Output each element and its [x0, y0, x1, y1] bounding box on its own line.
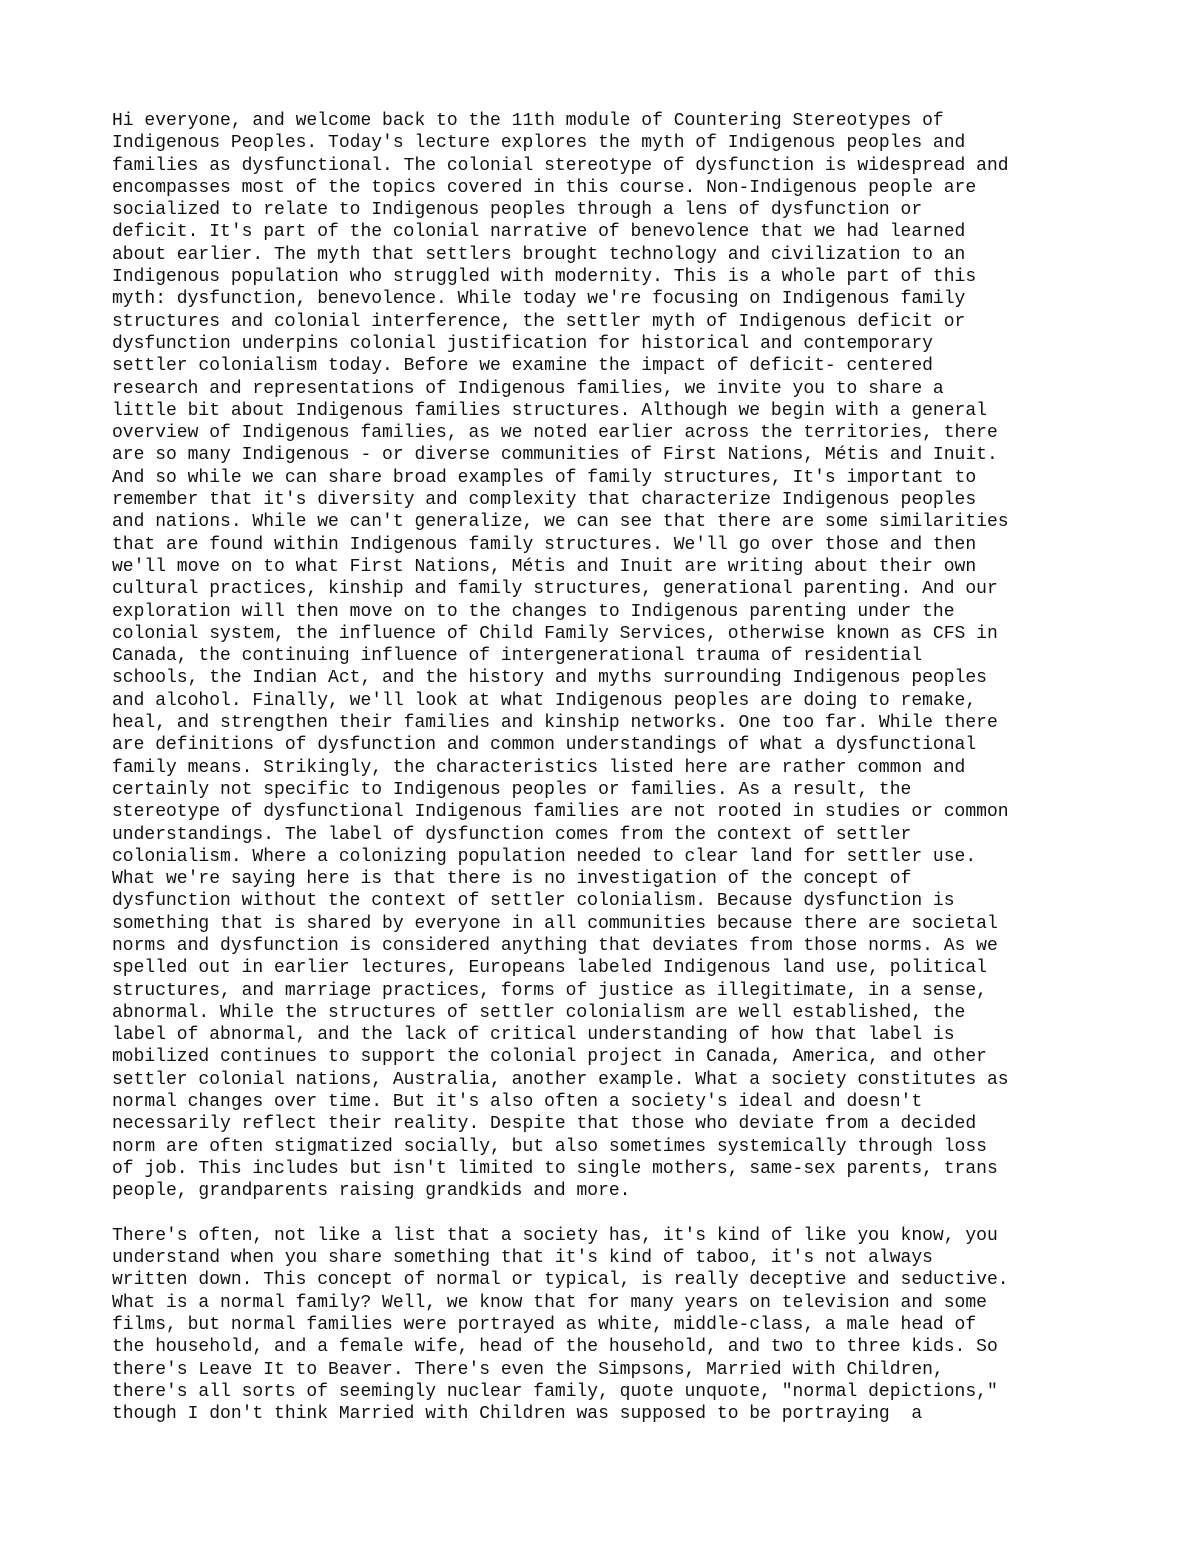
- text-line: dysfunction without the context of settler colonialism. Because dysfunction is: [112, 891, 955, 912]
- text-line: that are found within Indigenous family structures. We'll go over those and then: [112, 534, 977, 555]
- text-line: encompasses most of the topics covered in this course. Non-Indigenous people are: [112, 177, 977, 198]
- text-line: and alcohol. Finally, we'll look at what Indigenous peoples are doing to remake,: [112, 690, 977, 711]
- text-line: There's often, not like a list that a society has, it's kind of like you know, you: [112, 1225, 998, 1246]
- text-line: are definitions of dysfunction and common understandings of what a dysfunctional: [112, 735, 977, 756]
- text-line: are so many Indigenous - or diverse communities of First Nations, Métis and Inuit.: [112, 445, 998, 466]
- text-line: socialized to relate to Indigenous peoples through a lens of dysfunction or: [112, 200, 923, 221]
- text-line: understand when you share something that it's kind of taboo, it's not always: [112, 1248, 933, 1269]
- text-line: family means. Strikingly, the characteristics listed here are rather common and: [112, 757, 966, 778]
- text-line: What is a normal family? Well, we know that for many years on television and some: [112, 1292, 987, 1313]
- text-line: research and representations of Indigenous families, we invite you to share a: [112, 378, 944, 399]
- text-line: deficit. It's part of the colonial narrative of benevolence that we had learned: [112, 222, 966, 243]
- text-line: mobilized continues to support the colonial project in Canada, America, and other: [112, 1047, 987, 1068]
- text-line: films, but normal families were portrayed as white, middle-class, a male head of: [112, 1315, 977, 1336]
- text-line: cultural practices, kinship and family structures, generational parenting. And our: [112, 579, 998, 600]
- text-line: structures and colonial interference, the settler myth of Indigenous deficit or: [112, 311, 966, 332]
- text-line: abnormal. While the structures of settler colonialism are well established, the: [112, 1002, 966, 1023]
- text-line: label of abnormal, and the lack of critical understanding of how that label is: [112, 1025, 955, 1046]
- text-line: myth: dysfunction, benevolence. While today we're focusing on Indigenous family: [112, 289, 966, 310]
- text-line: colonial system, the influence of Child Family Services, otherwise known as CFS in: [112, 623, 998, 644]
- text-line: norm are often stigmatized socially, but also sometimes systemically through loss: [112, 1136, 987, 1157]
- text-line: normal changes over time. But it's also often a society's ideal and doesn't: [112, 1092, 923, 1113]
- text-line: there's Leave It to Beaver. There's even the Simpsons, Married with Children,: [112, 1359, 944, 1380]
- text-line: the household, and a female wife, head of the household, and two to three kids. So: [112, 1337, 998, 1358]
- text-line: And so while we can share broad examples of family structures, It's important to: [112, 467, 977, 488]
- text-line: Indigenous Peoples. Today's lecture explores the myth of Indigenous peoples and: [112, 133, 966, 154]
- text-line: colonialism. Where a colonizing population needed to clear land for settler use.: [112, 846, 977, 867]
- text-line: necessarily reflect their reality. Despite that those who deviate from a decided: [112, 1114, 977, 1135]
- text-line: exploration will then move on to the changes to Indigenous parenting under the: [112, 601, 955, 622]
- text-line: little bit about Indigenous families structures. Although we begin with a general: [112, 400, 987, 421]
- document-page: [112, 110, 1112, 1426]
- paragraph: [112, 1225, 1112, 1426]
- text-line: we'll move on to what First Nations, Métis and Inuit are writing about their own: [112, 556, 977, 577]
- text-line: spelled out in earlier lectures, Europeans labeled Indigenous land use, political: [112, 958, 987, 979]
- text-line: Hi everyone, and welcome back to the 11th module of Countering Stereotypes of: [112, 111, 944, 131]
- text-line: understandings. The label of dysfunction comes from the context of settler: [112, 824, 912, 845]
- text-line: stereotype of dysfunctional Indigenous families are not rooted in studies or common: [112, 802, 1009, 823]
- text-line: something that is shared by everyone in all communities because there are societal: [112, 913, 998, 934]
- paragraph: [112, 110, 1112, 1203]
- text-line: written down. This concept of normal or typical, is really deceptive and seductive.: [112, 1270, 1009, 1291]
- text-line: heal, and strengthen their families and kinship networks. One too far. While there: [112, 713, 998, 734]
- text-line: certainly not specific to Indigenous peoples or families. As a result, the: [112, 779, 912, 800]
- text-line: dysfunction underpins colonial justification for historical and contemporary: [112, 333, 933, 354]
- text-line: What we're saying here is that there is no investigation of the concept of: [112, 869, 912, 890]
- text-line: there's all sorts of seemingly nuclear family, quote unquote, "normal depictions,": [112, 1381, 998, 1402]
- text-line: people, grandparents raising grandkids and more.: [112, 1181, 631, 1202]
- text-line: settler colonial nations, Australia, another example. What a society constitutes as: [112, 1069, 1009, 1090]
- text-line: and nations. While we can't generalize, we can see that there are some similarities: [112, 512, 1009, 533]
- text-line: though I don't think Married with Children was supposed to be portraying a: [112, 1404, 923, 1425]
- text-line: Indigenous population who struggled with modernity. This is a whole part of this: [112, 267, 977, 288]
- text-line: about earlier. The myth that settlers brought technology and civilization to an: [112, 244, 966, 265]
- text-line: families as dysfunctional. The colonial stereotype of dysfunction is widespread and: [112, 155, 1009, 176]
- text-line: norms and dysfunction is considered anything that deviates from those norms. As we: [112, 935, 998, 956]
- text-line: Canada, the continuing influence of intergenerational trauma of residential: [112, 646, 923, 667]
- text-line: of job. This includes but isn't limited to single mothers, same-sex parents, trans: [112, 1158, 998, 1179]
- paragraph-gap: [112, 1203, 1112, 1225]
- text-line: settler colonialism today. Before we examine the impact of deficit- centered: [112, 356, 933, 377]
- text-line: schools, the Indian Act, and the history and myths surrounding Indigenous peoples: [112, 668, 987, 689]
- text-line: remember that it's diversity and complexity that characterize Indigenous peoples: [112, 490, 977, 511]
- text-line: overview of Indigenous families, as we noted earlier across the territories, there: [112, 423, 998, 444]
- text-line: structures, and marriage practices, forms of justice as illegitimate, in a sense,: [112, 980, 987, 1001]
